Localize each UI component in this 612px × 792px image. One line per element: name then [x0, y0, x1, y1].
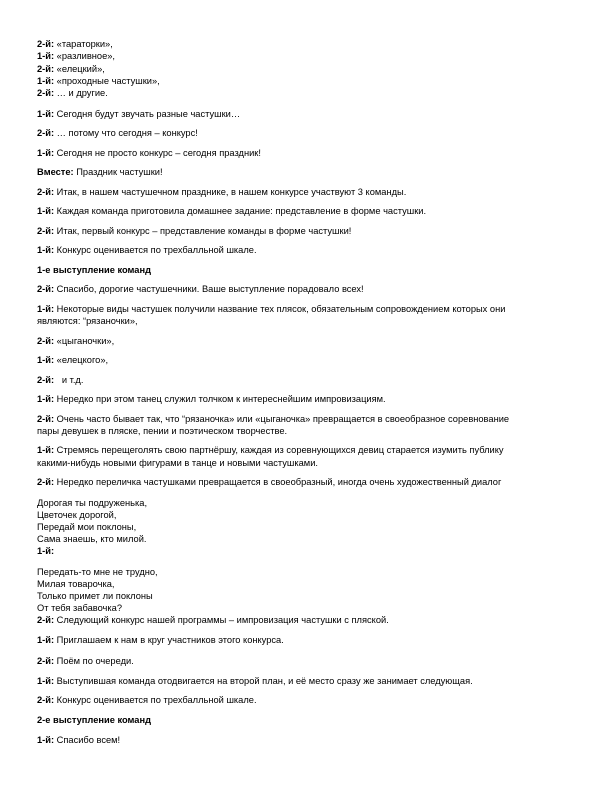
speaker-label: 2-й: — [37, 375, 55, 385]
speaker-label: 2-й: — [37, 226, 55, 236]
dialogue-line — [37, 734, 120, 746]
section-heading: 1-е выступление команд — [37, 265, 151, 275]
speaker-label: Вместе: — [37, 167, 74, 177]
dialogue-line-continued: являются: “рязаночки», — [37, 316, 138, 326]
speaker-label: 2-й: — [37, 88, 55, 98]
line-text: Итак, первый конкурс – представление команды в форме частушки! — [54, 226, 352, 236]
line-text: «елецкого», — [54, 355, 109, 365]
verse-line: Передай мои поклоны, — [37, 522, 137, 532]
dialogue-line — [37, 108, 240, 120]
line-text: Каждая команда приготовила домашнее задание: представление в форме частушки. — [54, 206, 427, 216]
dialogue-line-continued: пары девушек в пляске, пении и поэтическом творчестве. — [37, 426, 288, 436]
line-text: и т.д. — [54, 375, 84, 385]
dialogue-line — [37, 303, 505, 315]
verse-line: Цветочек дорогой, — [37, 510, 117, 520]
speaker-label: 1-й: — [37, 109, 55, 119]
dialogue-line — [37, 335, 114, 347]
line-text: «разливное», — [54, 51, 116, 61]
line-text: Праздник частушки! — [73, 167, 163, 177]
speaker-label: 1-й: — [37, 148, 55, 158]
verse-line: От тебя забавочка? — [37, 603, 123, 613]
line-text: Приглашаем к нам в круг участников этого конкурса. — [54, 635, 284, 645]
verse-line: Милая товарочка, — [37, 579, 115, 589]
dialogue-line — [37, 675, 473, 687]
verse-line: Передать-то мне не трудно, — [37, 567, 158, 577]
dialogue-line — [37, 205, 426, 217]
dialogue-line — [37, 63, 105, 75]
dialogue-line — [37, 476, 501, 488]
speaker-label: 2-й: — [37, 64, 55, 74]
line-text: Конкурс оценивается по трехбалльной шкале. — [54, 695, 257, 705]
line-text: Конкурс оценивается по трехбалльной шкале. — [54, 245, 257, 255]
dialogue-line — [37, 634, 284, 646]
dialogue-line — [37, 374, 83, 386]
verse-line: Дорогая ты подруженька, — [37, 498, 148, 508]
dialogue-line — [37, 655, 134, 667]
speaker-label: 1-й: — [37, 51, 55, 61]
dialogue-line — [37, 444, 504, 456]
speaker-label: 2-й: — [37, 128, 55, 138]
speaker-label: 2-й: — [37, 414, 55, 424]
section-heading: 2-е выступление команд — [37, 715, 151, 725]
speaker-label: 2-й: — [37, 39, 55, 49]
line-text: … потому что сегодня – конкурс! — [54, 128, 198, 138]
speaker-label: 1-й: — [37, 635, 55, 645]
speaker-label: 2-й: — [37, 477, 55, 487]
line-text: Следующий конкурс нашей программы – импровизация частушки с пляской. — [54, 615, 389, 625]
speaker-label: 1-й: — [37, 735, 55, 745]
speaker-label: 2-й: — [37, 615, 55, 625]
speaker-label: 1-й: — [37, 355, 55, 365]
line-text: Нередко при этом танец служил толчком к интереснейшим импровизациям. — [54, 394, 386, 404]
dialogue-line — [37, 614, 389, 626]
verse-line: Только примет ли поклоны — [37, 591, 153, 601]
line-text: «цыганочки», — [54, 336, 115, 346]
dialogue-line — [37, 87, 108, 99]
verse-line: Сама знаешь, кто милой. — [37, 534, 147, 544]
dialogue-line — [37, 393, 386, 405]
speaker-label: 2-й: — [37, 656, 55, 666]
speaker-label: 2-й: — [37, 695, 55, 705]
dialogue-line — [37, 186, 406, 198]
dialogue-line — [37, 413, 509, 425]
line-text: Сегодня будут звучать разные частушки… — [54, 109, 241, 119]
line-text: «проходные частушки», — [54, 76, 160, 86]
line-text: Выступившая команда отодвигается на второй план, и её место сразу же занимает следующая. — [54, 676, 473, 686]
speaker-label: 1-й: — [37, 394, 55, 404]
line-text: Спасибо всем! — [54, 735, 121, 745]
speaker-label: 1-й: — [37, 206, 55, 216]
line-text: Сегодня не просто конкурс – сегодня праздник! — [54, 148, 261, 158]
dialogue-line — [37, 354, 108, 366]
line-text: … и другие. — [54, 88, 108, 98]
dialogue-line — [37, 545, 54, 557]
line-text: Поём по очереди. — [54, 656, 134, 666]
speaker-label: 2-й: — [37, 187, 55, 197]
speaker-label: 2-й: — [37, 284, 55, 294]
line-text: Итак, в нашем частушечном празднике, в нашем конкурсе участвуют 3 команды. — [54, 187, 407, 197]
speaker-label: 1-й: — [37, 546, 55, 556]
dialogue-line — [37, 38, 113, 50]
speaker-label: 1-й: — [37, 304, 55, 314]
line-text: Спасибо, дорогие частушечники. Ваше выступление порадовало всех! — [54, 284, 364, 294]
speaker-label: 2-й: — [37, 336, 55, 346]
speaker-label: 1-й: — [37, 676, 55, 686]
dialogue-line — [37, 127, 198, 139]
speaker-label: 1-й: — [37, 76, 55, 86]
speaker-label: 1-й: — [37, 445, 55, 455]
dialogue-line — [37, 166, 163, 178]
dialogue-line — [37, 244, 257, 256]
dialogue-line — [37, 50, 115, 62]
dialogue-line — [37, 75, 160, 87]
line-text: Очень часто бывает так, что “рязаночка» или «цыганочка» превращается в своеобразное соревнование — [54, 414, 510, 424]
line-text: Нередко переличка частушками превращается в своеобразный, иногда очень художественный диалог — [54, 477, 502, 487]
line-text: «елецкий», — [54, 64, 105, 74]
line-text: «тараторки», — [54, 39, 113, 49]
dialogue-line — [37, 694, 257, 706]
speaker-label: 1-й: — [37, 245, 55, 255]
dialogue-line-continued: какими-нибудь новыми фигурами в танце и новыми частушками. — [37, 458, 318, 468]
line-text: Стремясь перещеголять свою партнёршу, каждая из соревнующихся девиц старается изумить публику — [54, 445, 504, 455]
dialogue-line — [37, 147, 261, 159]
dialogue-line — [37, 225, 351, 237]
dialogue-line — [37, 283, 364, 295]
line-text: Некоторые виды частушек получили название тех плясок, обязательным сопровождением которых они — [54, 304, 506, 314]
